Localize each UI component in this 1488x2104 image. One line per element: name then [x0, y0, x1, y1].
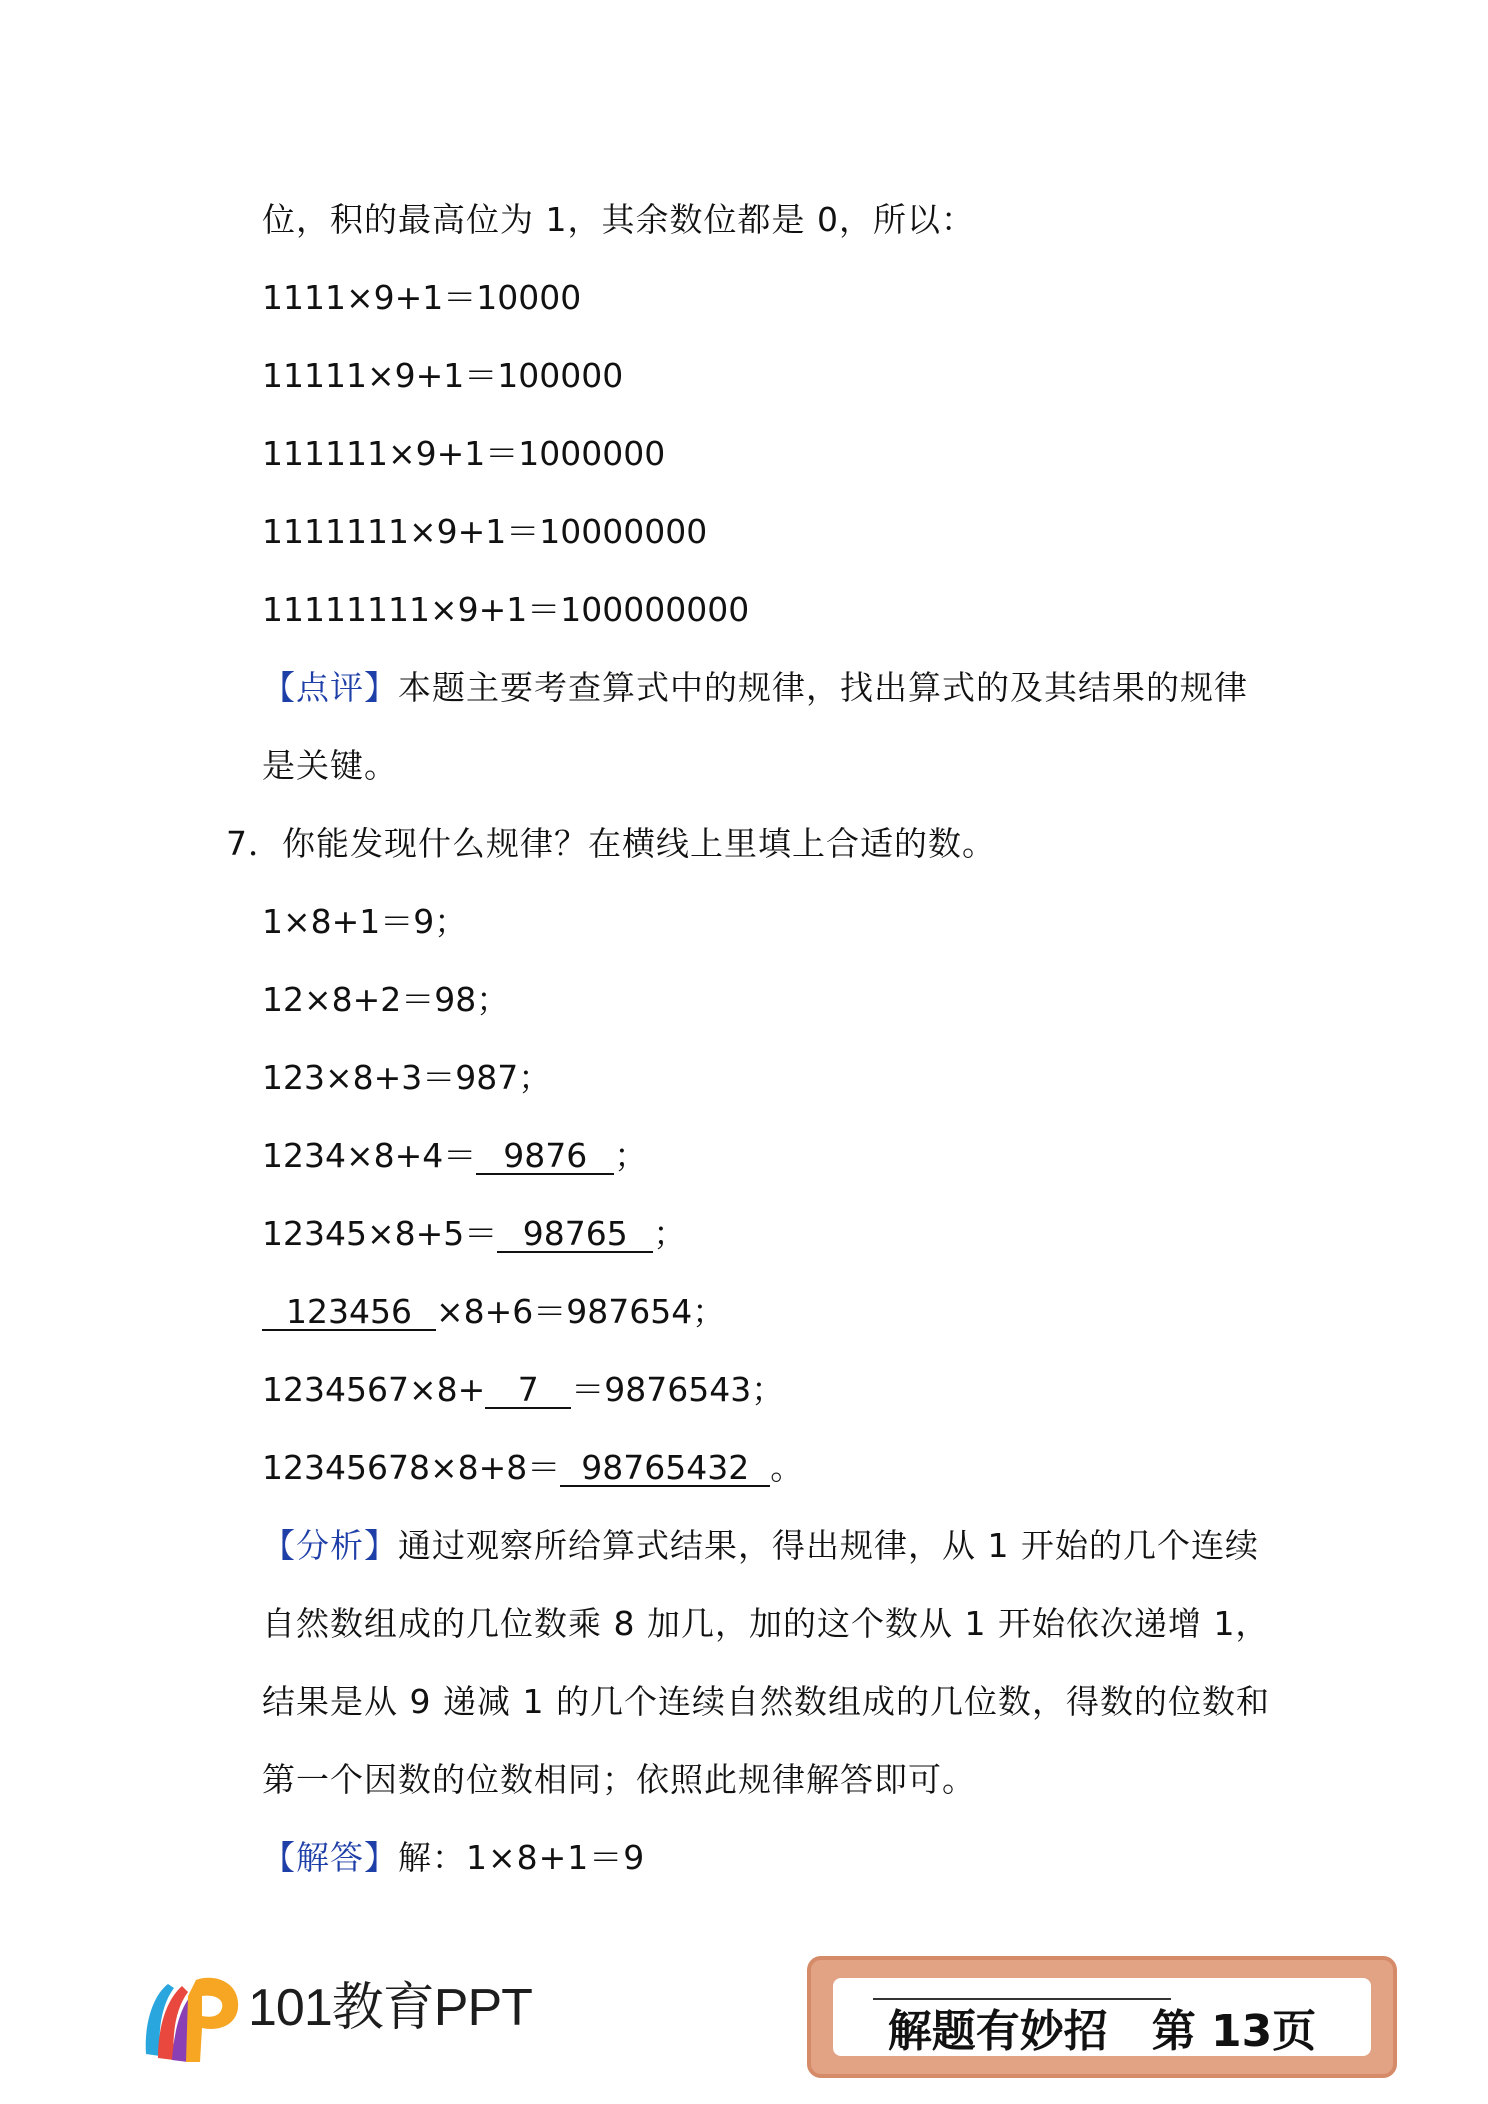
equation-suffix: ＝9876543； — [571, 1370, 785, 1409]
analysis-text: 通过观察所给算式结果，得出规律，从 1 开始的几个连续 — [398, 1526, 1259, 1565]
answer-blank: 9876 — [476, 1139, 614, 1175]
review-line — [262, 668, 1248, 708]
equation-line — [262, 1370, 784, 1410]
review-tag: 【点评】 — [262, 668, 398, 707]
analysis-line — [262, 1526, 1259, 1566]
equation-line — [262, 1448, 803, 1488]
review-line-2: 是关键。 — [262, 746, 398, 785]
equation-line: 12×8+2＝98； — [262, 980, 510, 1019]
equation-suffix: 。 — [770, 1448, 804, 1487]
equation-prefix: 1234567×8+ — [262, 1370, 486, 1409]
equation-line: 1111×9+1＝10000 — [262, 278, 582, 317]
badge-title: 解题有妙招 — [887, 2006, 1108, 2057]
answer-blank: 123456 — [262, 1295, 436, 1331]
equation-line: 111111×9+1＝1000000 — [262, 434, 666, 473]
equation-suffix: ； — [653, 1214, 687, 1253]
analysis-tag: 【分析】 — [262, 1526, 398, 1565]
equation-suffix: ×8+6＝987654； — [436, 1292, 726, 1331]
analysis-line-3: 结果是从 9 递减 1 的几个连续自然数组成的几位数，得数的位数和 — [262, 1682, 1270, 1721]
equation-line — [262, 1292, 725, 1332]
equation-line: 1111111×9+1＝10000000 — [262, 512, 708, 551]
brand-logo-text: 101教育PPT — [248, 1979, 532, 2037]
badge-text — [833, 2004, 1371, 2060]
equation-line: 11111111×9+1＝100000000 — [262, 590, 750, 629]
analysis-line-4: 第一个因数的位数相同；依照此规律解答即可。 — [262, 1760, 976, 1799]
equation-line — [262, 1136, 647, 1176]
answer-blank: 98765432 — [560, 1451, 770, 1487]
analysis-line-2: 自然数组成的几位数乘 8 加几，加的这个数从 1 开始依次递增 1， — [262, 1604, 1270, 1643]
answer-blank: 98765 — [497, 1217, 653, 1253]
question-7: 7．你能发现什么规律？在横线上里填上合适的数。 — [226, 824, 996, 863]
equation-suffix: ； — [614, 1136, 648, 1175]
answer-blank: 7 — [485, 1373, 571, 1409]
badge-divider — [873, 1998, 1171, 2000]
badge-page-number: 第 13页 — [1151, 2006, 1317, 2057]
equation-prefix: 1234×8+4＝ — [262, 1136, 477, 1175]
equation-line: 11111×9+1＝100000 — [262, 356, 624, 395]
badge-inner — [833, 1978, 1371, 2056]
answer-line — [262, 1838, 645, 1878]
equation-line: 123×8+3＝987； — [262, 1058, 552, 1097]
brand-logo-icon — [138, 1966, 248, 2066]
text-line: 位，积的最高位为 1，其余数位都是 0，所以： — [262, 200, 975, 239]
equation-line: 1×8+1＝9； — [262, 902, 468, 941]
answer-text: 解：1×8+1＝9 — [398, 1838, 646, 1877]
page-badge — [807, 1956, 1397, 2078]
equation-prefix: 12345×8+5＝ — [262, 1214, 498, 1253]
equation-prefix: 12345678×8+8＝ — [262, 1448, 561, 1487]
review-text: 本题主要考查算式中的规律，找出算式的及其结果的规律 — [398, 668, 1248, 707]
answer-tag: 【解答】 — [262, 1838, 398, 1877]
equation-line — [262, 1214, 686, 1254]
